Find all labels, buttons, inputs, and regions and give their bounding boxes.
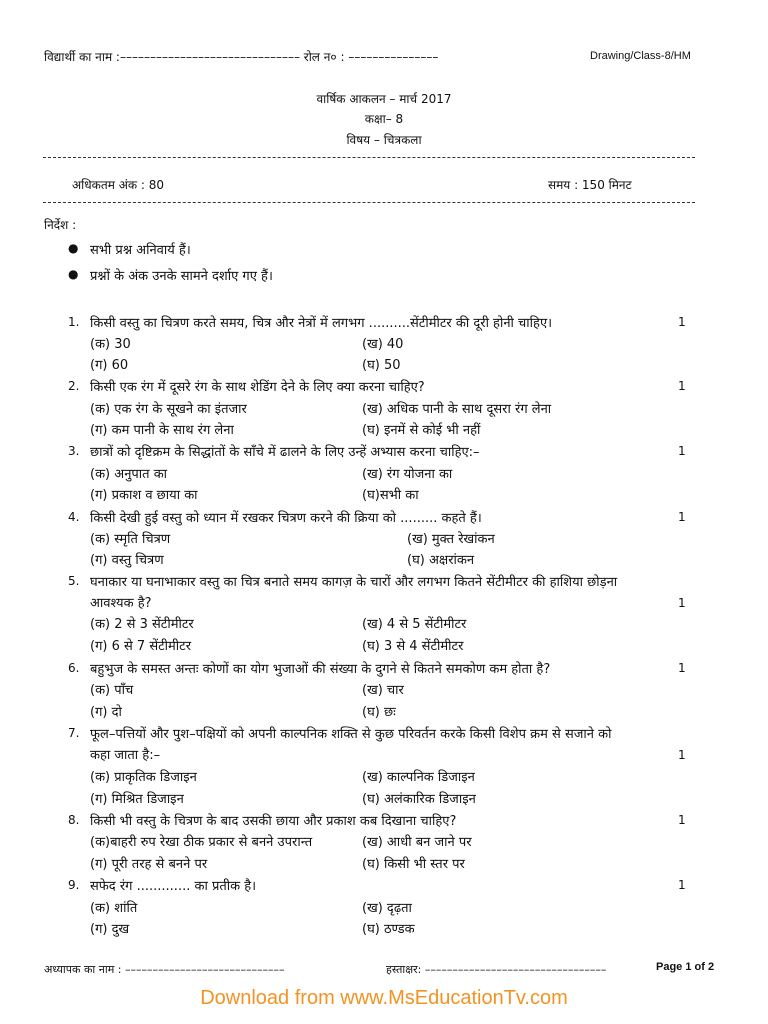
bullet-icon: ●: [68, 241, 79, 255]
signature-line: हस्ताक्षर: –––––––––––––––––––––––––––––––––: [386, 963, 607, 976]
instruction-item: प्रश्नों के अंक उनके सामने दर्शाए गए हैं।: [90, 269, 273, 284]
option: (घ) किसी भी स्तर पर: [362, 857, 465, 872]
option: (ख) काल्पनिक डिजाइन: [362, 770, 475, 785]
question-number: 4.: [68, 510, 80, 524]
option: (क) पाँच: [90, 683, 134, 698]
question-number: 3.: [68, 444, 80, 458]
teacher-name-line: अध्यापक का नाम : –––––––––––––––––––––––––––––: [44, 963, 285, 976]
question-text: सफेद रंग ............. का प्रतीक है।: [90, 879, 257, 894]
exam-title: वार्षिक आकलन – मार्च 2017: [316, 92, 452, 106]
option: (घ)सभी का: [362, 488, 419, 503]
option: (क) प्राकृतिक डिजाइन: [90, 770, 197, 785]
option: (घ) 3 से 4 सेंटीमीटर: [362, 639, 464, 654]
subject-label: विषय – चित्रकला: [346, 133, 422, 147]
option: (ख) 40: [362, 337, 404, 352]
option: (घ) अक्षरांकन: [407, 553, 475, 568]
option: (क) शांति: [90, 901, 138, 916]
option: (क) एक रंग के सूखने का इंतजार: [90, 402, 247, 417]
question-number: 5.: [68, 574, 80, 588]
option: (ग) वस्तु चित्रण: [90, 553, 164, 568]
option: (ख) रंग योजना का: [362, 467, 453, 482]
question-number: 2.: [68, 379, 80, 393]
option: (घ) ठण्डक: [362, 922, 415, 937]
option: (क) अनुपात का: [90, 467, 168, 482]
instructions-heading: निर्देश :: [44, 218, 77, 232]
question-number: 1.: [68, 315, 80, 329]
question-mark: 1: [678, 315, 686, 329]
question-text: बहुभुज के समस्त अन्तः कोणों का योग भुजाओं की संख्या के दुगने से कितने समकोण कम होता है?: [90, 662, 551, 677]
option: (ख) दृढ़ता: [362, 901, 412, 916]
option: (ग) प्रकाश व छाया का: [90, 488, 198, 503]
question-number: 8.: [68, 813, 80, 827]
question-mark: 1: [678, 813, 686, 827]
question-text: किसी एक रंग में दूसरे रंग के साथ शेडिंग देने के लिए क्या करना चाहिए?: [90, 380, 425, 395]
download-link[interactable]: Download from www.MsEducationTv.com: [200, 987, 568, 1009]
option: (घ) 50: [362, 358, 401, 373]
option: (ग) दो: [90, 705, 122, 720]
question-text: छात्रों को दृष्टिक्रम के सिद्धांतों के साँचे में ढालने के लिए उन्हें अभ्यास करना चाहिए:–: [90, 445, 480, 460]
question-mark: 1: [678, 748, 686, 762]
page-number: Page 1 of 2: [656, 961, 715, 973]
option: (ग) 6 से 7 सेंटीमीटर: [90, 639, 192, 654]
question-number: 6.: [68, 661, 80, 675]
question-text: किसी भी वस्तु के चित्रण के बाद उसकी छाया और प्रकाश कब दिखाना चाहिए?: [90, 814, 457, 829]
option: (घ) छः: [362, 705, 396, 720]
question-text-continued: आवश्यक है?: [90, 596, 152, 611]
time-allowed: समय : 150 मिनट: [548, 178, 632, 192]
question-mark: 1: [678, 444, 686, 458]
question-text: किसी देखी हुई वस्तु को ध्यान में रखकर चित्रण करने की क्रिया को ......... कहते हैं।: [90, 511, 482, 526]
option: (क) 2 से 3 सेंटीमीटर: [90, 617, 194, 632]
question-mark: 1: [678, 596, 686, 610]
option: (क)बाहरी रुप रेखा ठीक प्रकार से बनने उपरान्त: [90, 835, 313, 850]
option: (ग) पूरी तरह से बनने पर: [90, 857, 208, 872]
option: (ख) मुक्त रेखांकन: [407, 532, 495, 547]
question-text: फूल–पत्तियों और पुश–पक्षियों को अपनी काल्पनिक शक्ति से कुछ परिवर्तन करके किसी विशेप क्रम से सजाने को: [90, 727, 612, 742]
question-text-continued: कहा जाता है:–: [90, 748, 161, 763]
student-name-roll-line: विद्यार्थी का नाम :–––––––––––––––––––––––––––––– रोल न० : –––––––––––––––: [44, 50, 439, 64]
divider: [43, 202, 695, 203]
option: (घ) अलंकारिक डिजाइन: [362, 792, 476, 807]
bullet-icon: ●: [68, 267, 79, 281]
subject-code: Drawing/Class-8/HM: [590, 50, 691, 62]
option: (क) 30: [90, 337, 131, 352]
question-mark: 1: [678, 661, 686, 675]
option: (ख) 4 से 5 सेंटीमीटर: [362, 617, 467, 632]
question-number: 9.: [68, 878, 80, 892]
option: (घ) इनमें से कोई भी नहीं: [362, 423, 481, 438]
option: (ख) चार: [362, 683, 404, 698]
option: (ख) आधी बन जाने पर: [362, 835, 472, 850]
instruction-item: सभी प्रश्न अनिवार्य हैं।: [90, 243, 191, 258]
question-text: किसी वस्तु का चित्रण करते समय, चित्र और नेत्रों में लगभग ..........सेंटीमीटर की दूरी होनी चाहिए।: [90, 316, 553, 331]
class-label: कक्षा– 8: [364, 112, 404, 126]
divider: [43, 157, 695, 158]
question-mark: 1: [678, 510, 686, 524]
max-marks: अधिकतम अंक : 80: [72, 178, 165, 192]
question-text: घनाकार या घनाभाकार वस्तु का चित्र बनाते समय कागज़ के चारों और लगभग कितने सेंटीमीटर की हाशिया छोड़ना: [90, 575, 618, 590]
option: (ग) 60: [90, 358, 129, 373]
question-mark: 1: [678, 379, 686, 393]
option: (ग) दुख: [90, 922, 130, 937]
option: (क) स्मृति चित्रण: [90, 532, 171, 547]
question-mark: 1: [678, 878, 686, 892]
option: (ख) अधिक पानी के साथ दूसरा रंग लेना: [362, 402, 552, 417]
question-number: 7.: [68, 726, 80, 740]
option: (ग) कम पानी के साथ रंग लेना: [90, 423, 234, 438]
option: (ग) मिश्रित डिजाइन: [90, 792, 184, 807]
